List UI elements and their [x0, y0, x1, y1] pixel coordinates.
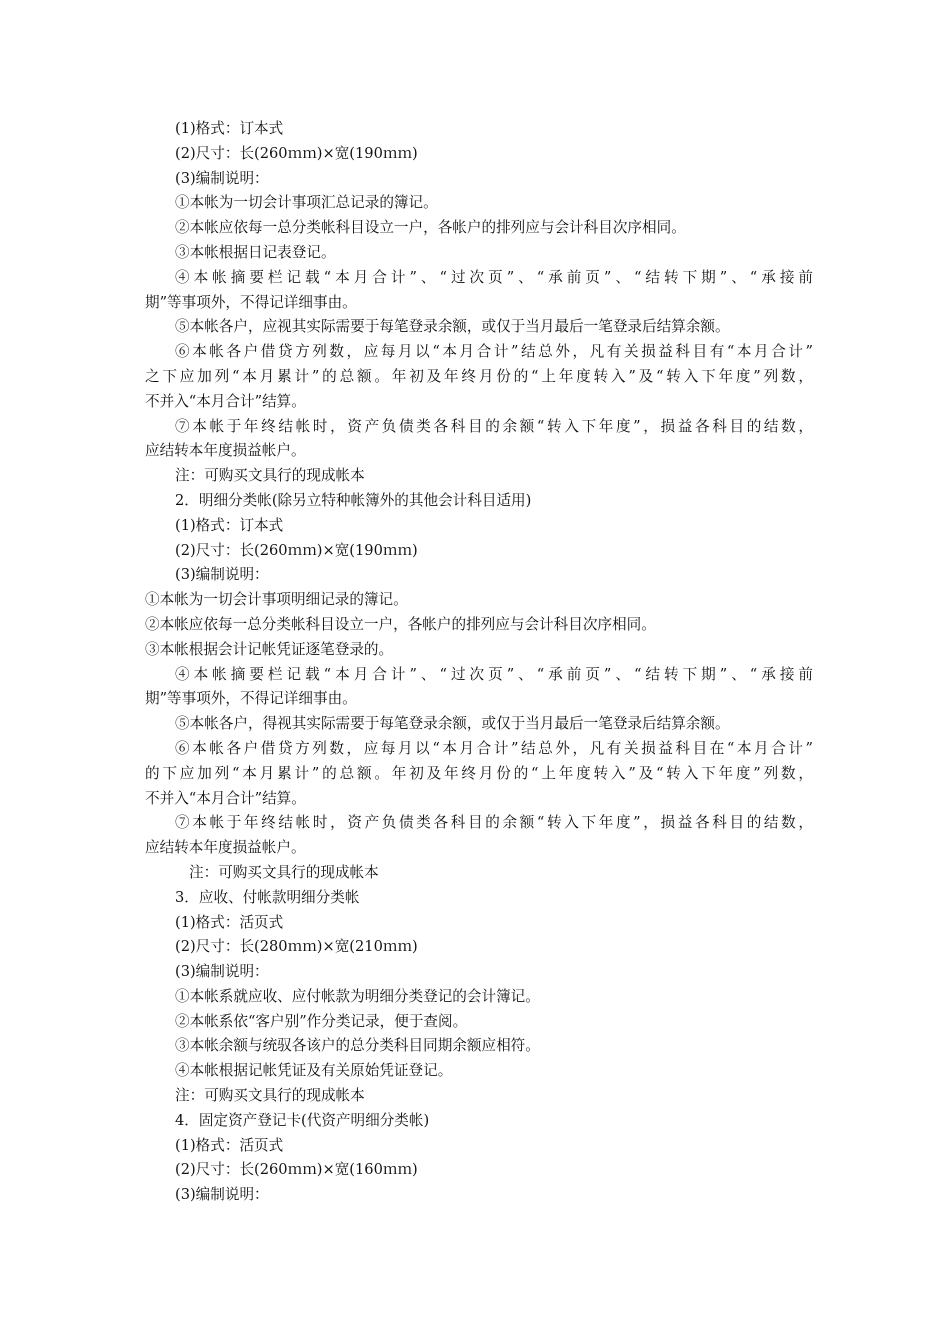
text-line: ②本帐系依“客户别”作分类记录，便于查阅。: [175, 1012, 468, 1030]
text-line: ②本帐应依每一总分类帐科目设立一户，各帐户的排列应与会计科目次序相同。: [175, 219, 686, 237]
text-line: 之下应加列“本月累计”的总额。年初及年终月份的“上年度转入”及“转入下年度”列数，: [145, 367, 813, 385]
text-line: (3)编制说明：: [175, 169, 269, 187]
text-line: ①本帐为一切会计事项明细记录的簿记。: [145, 591, 408, 609]
text-line: ③本帐根据日记表登记。: [175, 243, 336, 261]
note-line: 注：可购买文具行的现成帐本: [189, 863, 379, 881]
text-line: ②本帐应依每一总分类帐科目设立一户，各帐户的排列应与会计科目次序相同。: [145, 615, 656, 633]
text-line: 应结转本年度损益帐户。: [145, 442, 306, 460]
section-heading: 2．明细分类帐(除另立特种帐簿外的其他会计科目适用): [175, 491, 532, 509]
text-line: 期”等事项外，不得记详细事由。: [145, 293, 357, 311]
text-line: 不并入“本月合计”结算。: [145, 789, 306, 807]
text-line: (2)尺寸：长(280ｍｍ)×宽(210ｍｍ): [175, 938, 418, 956]
text-line: ④本帐根据记帐凭证及有关原始凭证登记。: [175, 1062, 453, 1080]
text-line: (3)编制说明：: [175, 1186, 269, 1204]
text-line: ⑥本帐各户借贷方列数，应每月以“本月合计”结总外，凡有关损益科目在“本月合计”: [175, 739, 813, 757]
note-line: 注：可购买文具行的现成帐本: [175, 1087, 365, 1105]
text-line: ⑥本帐各户借贷方列数，应每月以“本月合计”结总外，凡有关损益科目有“本月合计”: [175, 343, 813, 361]
text-line: (1)格式：订本式: [175, 120, 284, 137]
text-line: 不并入“本月合计”结算。: [145, 392, 306, 410]
document-body: [145, 117, 813, 1208]
note-line: 注：可购买文具行的现成帐本: [175, 467, 365, 485]
text-line: ⑦本帐于年终结帐时，资产负债类各科目的余额“转入下年度”，损益各科目的结数，: [175, 417, 813, 435]
text-line: 的下应加列“本月累计”的总额。年初及年终月份的“上年度转入”及“转入下年度”列数，: [145, 764, 813, 782]
text-line: (1)格式：活页式: [175, 1136, 284, 1154]
text-line: (1)格式：订本式: [175, 516, 284, 534]
text-line: (2)尺寸：长(260ｍｍ)×宽(160ｍｍ): [175, 1161, 418, 1179]
text-line: (2)尺寸：长(260ｍｍ)×宽(190ｍｍ): [175, 541, 418, 559]
text-line: ③本帐余额与统驭各该户的总分类科目同期余额应相符。: [175, 1037, 540, 1055]
text-line: ③本帐根据会计记帐凭证逐笔登录的。: [145, 640, 394, 658]
text-line: (2)尺寸：长(260ｍｍ)×宽(190ｍｍ): [175, 144, 418, 162]
text-line: ⑦本帐于年终结帐时，资产负债类各科目的余额“转入下年度”，损益各科目的结数，: [175, 814, 813, 832]
text-line: ①本帐为一切会计事项汇总记录的簿记。: [175, 194, 438, 212]
text-line: 期”等事项外，不得记详细事由。: [145, 690, 357, 708]
text-line: ④本帐摘要栏记载“本月合计”、“过次页”、“承前页”、“结转下期”、“承接前: [175, 268, 813, 286]
text-line: ⑤本帐各户，得视其实际需要于每笔登录余额，或仅于当月最后一笔登录后结算余额。: [175, 715, 730, 733]
section-heading: 4．固定资产登记卡(代资产明细分类帐): [175, 1111, 430, 1129]
text-line: ④本帐摘要栏记载“本月合计”、“过次页”、“承前页”、“结转下期”、“承接前: [175, 665, 813, 683]
text-line: (1)格式：活页式: [175, 913, 284, 931]
text-line: (3)编制说明：: [175, 566, 269, 584]
text-line: ⑤本帐各户，应视其实际需要于每笔登录余额，或仅于当月最后一笔登录后结算余额。: [175, 318, 730, 336]
text-line: 应结转本年度损益帐户。: [145, 839, 306, 857]
text-line: ①本帐系就应收、应付帐款为明细分类登记的会计簿记。: [175, 987, 540, 1005]
section-heading: 3．应收、付帐款明细分类帐: [175, 888, 360, 906]
text-line: (3)编制说明：: [175, 963, 269, 981]
